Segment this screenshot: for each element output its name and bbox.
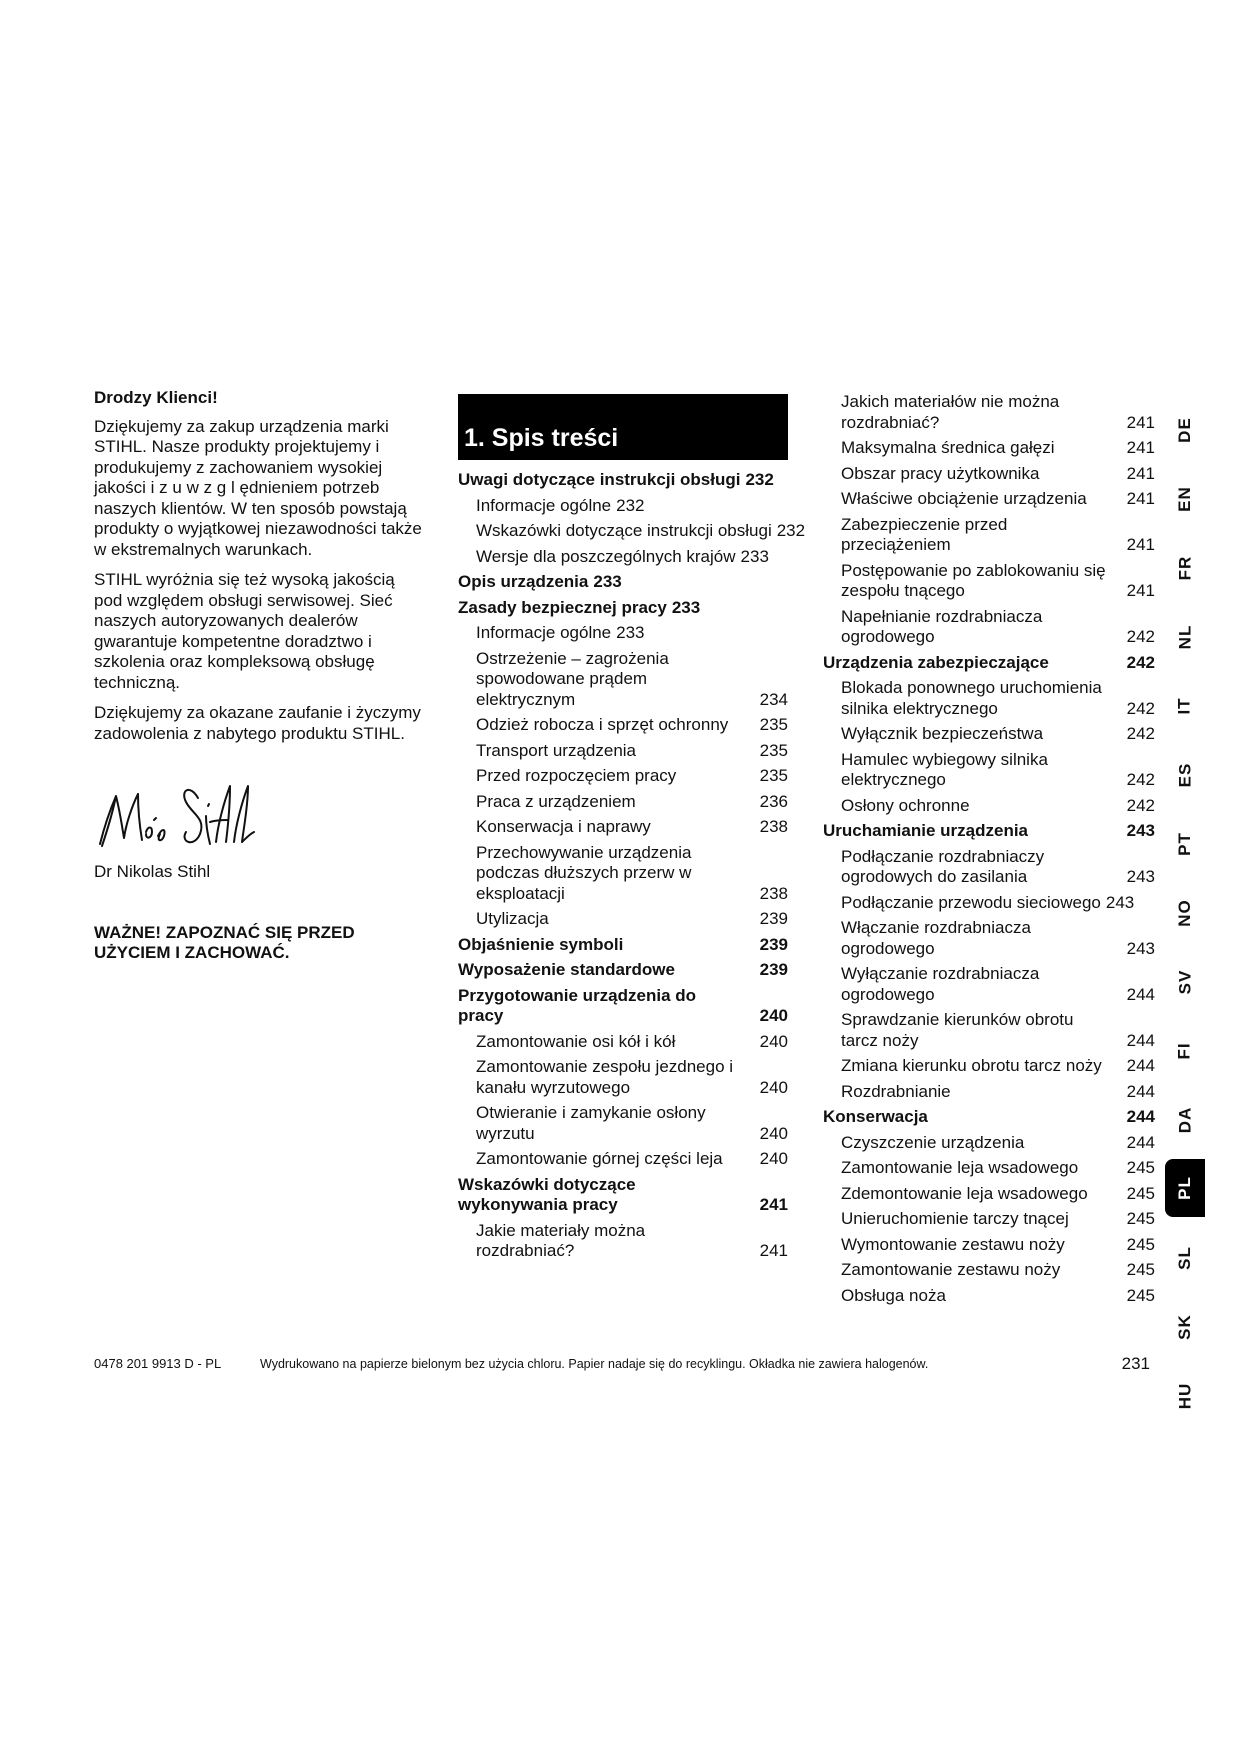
toc-section-entry — [458, 960, 788, 981]
toc-entry-title: Otwieranie i zamykanie osłony wyrzutu — [476, 1103, 706, 1143]
toc-column-1 — [458, 470, 806, 1267]
toc-subsection-entry — [458, 623, 788, 644]
language-tab-label: DA — [1175, 1106, 1194, 1133]
language-tab-sv — [1165, 947, 1205, 1016]
toc-entry-title: Zmiana kierunku obrotu tarcz noży — [841, 1056, 1102, 1075]
toc-entry-title: Blokada ponownego uruchomienia silnika elektrycznego — [841, 678, 1102, 718]
toc-entry-title: Informacje ogólne — [476, 495, 612, 515]
toc-subsection-entry — [458, 496, 788, 517]
toc-entry-page: 244 — [1126, 1107, 1155, 1126]
intro-column — [94, 388, 424, 974]
toc-entry-page: 235 — [759, 740, 788, 760]
toc-subsection-entry — [823, 561, 1155, 602]
toc-subsection-entry — [823, 392, 1155, 433]
language-tab-label: SL — [1174, 1245, 1194, 1270]
toc-entry-page: 238 — [759, 817, 788, 836]
toc-heading: 1. Spis treści — [458, 394, 788, 460]
toc-subsection-entry — [458, 1057, 788, 1098]
toc-entry-title: Wersje dla poszczególnych krajów — [476, 546, 736, 566]
toc-section-entry — [458, 935, 788, 956]
language-tab-nl — [1165, 602, 1205, 671]
toc-column-2 — [823, 392, 1155, 1311]
toc-entry-title: Zasady bezpiecznej pracy — [458, 597, 667, 617]
toc-entry-page: 241 — [1126, 489, 1155, 508]
language-tab-de — [1165, 395, 1205, 464]
toc-subsection-entry — [458, 547, 788, 568]
toc-subsection-entry — [458, 649, 788, 711]
toc-entry-page: 243 — [1126, 867, 1155, 886]
language-tab-label: EN — [1175, 485, 1194, 512]
toc-subsection-entry — [823, 678, 1155, 719]
toc-entry-page: 240 — [759, 1149, 788, 1168]
toc-subsection-entry — [823, 1158, 1155, 1179]
language-tab-label: NL — [1174, 624, 1194, 649]
toc-section-entry — [458, 470, 788, 491]
toc-entry-title: Właściwe obciążenie urządzenia — [841, 489, 1087, 508]
toc-entry-page: 238 — [759, 883, 788, 903]
toc-subsection-entry — [458, 1221, 788, 1262]
toc-subsection-entry — [823, 464, 1155, 485]
toc-subsection-entry — [823, 489, 1155, 510]
toc-entry-title: Hamulec wybiegowy silnika elektrycznego — [841, 749, 1048, 789]
language-tab-pl — [1165, 1159, 1205, 1217]
toc-entry-page: 245 — [1126, 1260, 1155, 1279]
toc-entry-title: Postępowanie po zablokowaniu się zespołu tnącego — [841, 560, 1106, 600]
toc-subsection-entry — [823, 847, 1155, 888]
toc-entry-page: 244 — [1126, 1132, 1155, 1152]
toc-entry-page: 244 — [1126, 1081, 1155, 1101]
language-tab-it — [1165, 671, 1205, 740]
toc-entry-page: 243 — [1126, 821, 1155, 840]
language-tab-label: HU — [1175, 1382, 1194, 1409]
toc-entry-page: 232 — [616, 495, 645, 515]
toc-entry-title: Przygotowanie urządzenia do pracy — [458, 985, 697, 1025]
toc-entry-page: 236 — [759, 791, 788, 811]
toc-entry-title: Rozdrabnianie — [841, 1081, 951, 1101]
toc-entry-title: Zdemontowanie leja wsadowego — [841, 1183, 1088, 1203]
toc-entry-title: Zamontowanie osi kół i kół — [476, 1031, 676, 1051]
toc-entry-title: Transport urządzenia — [476, 740, 637, 760]
toc-entry-title: Wyłączanie rozdrabniacza ogrodowego — [841, 964, 1040, 1004]
toc-entry-page: 242 — [1126, 698, 1155, 718]
print-note: Wydrukowano na papierze bielonym bez użycia chloru. Papier nadaje się do recyklingu. Okładka nie zawiera halogenów. — [260, 1357, 929, 1371]
toc-entry-title: Osłony ochronne — [841, 795, 970, 815]
toc-entry-page: 244 — [1126, 1030, 1155, 1050]
toc-entry-title: Przed rozpoczęciem pracy — [476, 766, 677, 785]
language-tabs — [1165, 395, 1205, 1430]
toc-entry-title: Objaśnienie symboli — [458, 934, 624, 954]
language-tab-label: SK — [1175, 1313, 1194, 1340]
intro-paragraph: Dziękujemy za zakup urządzenia marki STIHL. Nasze produkty projektujemy i produkujemy z zachowaniem wysokiej jakości i z u w z g l ędnieniem potrzeb naszych klientów. W ten sposób powstają produkty o wyjątkowej niezawodności także w ekstremalnych warunkach. — [94, 416, 422, 559]
greeting: Drodzy Klienci! — [94, 388, 218, 407]
toc-entry-page: 232 — [745, 470, 774, 489]
toc-entry-title: Obsługa noża — [841, 1285, 946, 1305]
toc-entry-title: Odzież robocza i sprzęt ochronny — [476, 715, 729, 734]
language-tab-da — [1165, 1085, 1205, 1154]
toc-subsection-entry — [823, 1209, 1155, 1230]
toc-subsection-entry — [458, 766, 788, 787]
toc-entry-page: 242 — [1126, 627, 1155, 646]
toc-entry-title: Jakich materiałów nie można rozdrabniać? — [841, 392, 1060, 432]
toc-subsection-entry — [823, 796, 1155, 817]
toc-entry-title: Wymontowanie zestawu noży — [841, 1234, 1065, 1254]
toc-entry-page: 235 — [759, 766, 788, 785]
language-tab-sk — [1165, 1292, 1205, 1361]
toc-entry-page: 233 — [593, 572, 622, 591]
toc-entry-title: Podłączanie przewodu sieciowego — [841, 892, 1101, 912]
toc-section-entry — [823, 821, 1155, 842]
toc-entry-page: 245 — [1126, 1234, 1155, 1254]
toc-entry-page: 241 — [1126, 581, 1155, 600]
language-tab-label: SV — [1175, 969, 1194, 994]
toc-entry-page: 242 — [1126, 795, 1155, 815]
toc-entry-title: Konserwacja i naprawy — [476, 817, 651, 836]
toc-entry-title: Unieruchomienie tarczy tnącej — [841, 1209, 1069, 1228]
toc-entry-title: Wyłącznik bezpieczeństwa — [841, 724, 1044, 743]
toc-entry-page: 244 — [1126, 984, 1155, 1004]
toc-section-entry — [458, 1175, 788, 1216]
toc-entry-page: 240 — [759, 1123, 788, 1143]
language-tab-label: NO — [1175, 898, 1194, 927]
toc-entry-page: 243 — [1105, 892, 1135, 912]
toc-entry-page: 240 — [759, 1006, 788, 1025]
toc-subsection-entry — [458, 741, 788, 762]
signature-image — [94, 776, 264, 856]
toc-subsection-entry — [458, 909, 788, 930]
toc-entry-page: 240 — [759, 1031, 788, 1051]
toc-subsection-entry — [823, 1184, 1155, 1205]
toc-subsection-entry — [823, 918, 1155, 959]
toc-subsection-entry — [823, 724, 1155, 745]
document-code: 0478 201 9913 D - PL — [94, 1356, 222, 1371]
language-tab-label: IT — [1174, 696, 1194, 715]
toc-entry-page: 245 — [1126, 1158, 1155, 1177]
toc-section-entry — [458, 598, 788, 619]
toc-entry-page: 241 — [1126, 463, 1155, 483]
language-tab-label: ES — [1175, 762, 1194, 787]
toc-entry-title: Informacje ogólne — [476, 623, 612, 642]
toc-entry-page: 235 — [759, 715, 788, 734]
language-tab-es — [1165, 740, 1205, 809]
language-tab-label: DE — [1175, 416, 1194, 443]
warning-text: WAŻNE! ZAPOZNAĆ SIĘ PRZED UŻYCIEM I ZACHOWAĆ. — [94, 922, 355, 962]
toc-entry-page: 245 — [1126, 1209, 1155, 1228]
toc-section-entry — [823, 1107, 1155, 1128]
toc-entry-title: Praca z urządzeniem — [476, 791, 636, 811]
toc-entry-title: Napełnianie rozdrabniacza ogrodowego — [841, 606, 1043, 646]
toc-entry-title: Obszar pracy użytkownika — [841, 463, 1040, 483]
toc-entry-title: Uwagi dotyczące instrukcji obsługi — [458, 470, 741, 489]
language-tab-sl — [1165, 1223, 1205, 1292]
toc-entry-title: Ostrzeżenie – zagrożenia spowodowane prądem elektrycznym — [476, 648, 669, 709]
toc-entry-page: 233 — [671, 597, 701, 617]
intro-paragraph: STIHL wyróżnia się też wysoką jakością pod względem obsługi serwisowej. Sieć naszych autoryzowanych dealerów gwarantuje kompetentne doradztwo i szkolenia oraz kompleksową obsługę techniczną. — [94, 570, 395, 692]
toc-entry-title: Sprawdzanie kierunków obrotu tarcz noży — [841, 1010, 1074, 1050]
toc-entry-title: Podłączanie rozdrabniaczy ogrodowych do zasilania — [841, 846, 1045, 886]
toc-subsection-entry — [823, 1260, 1155, 1281]
language-tab-label: PL — [1174, 1176, 1194, 1200]
toc-entry-title: Czyszczenie urządzenia — [841, 1132, 1025, 1152]
toc-entry-page: 241 — [1126, 535, 1155, 554]
toc-section-entry — [458, 572, 788, 593]
footer — [94, 1356, 1150, 1376]
language-tab-hu — [1165, 1361, 1205, 1430]
toc-entry-page: 245 — [1126, 1183, 1155, 1203]
toc-entry-title: Włączanie rozdrabniacza ogrodowego — [841, 918, 1031, 958]
toc-subsection-entry — [458, 521, 806, 542]
toc-subsection-entry — [458, 817, 788, 838]
toc-subsection-entry — [823, 1235, 1155, 1256]
toc-subsection-entry — [823, 750, 1155, 791]
language-tab-fi — [1165, 1016, 1205, 1085]
toc-entry-title: Urządzenia zabezpieczające — [823, 652, 1049, 672]
language-tab-label: FR — [1174, 555, 1194, 580]
toc-subsection-entry — [823, 1133, 1155, 1154]
toc-entry-title: Zabezpieczenie przed przeciążeniem — [841, 514, 1008, 554]
toc-subsection-entry — [458, 1149, 788, 1170]
toc-subsection-entry — [458, 843, 788, 905]
toc-entry-page: 239 — [759, 934, 788, 954]
toc-entry-title: Zamontowanie leja wsadowego — [841, 1158, 1079, 1177]
toc-entry-page: 245 — [1126, 1285, 1155, 1305]
toc-entry-title: Zamontowanie górnej części leja — [476, 1149, 723, 1168]
toc-entry-page: 241 — [1126, 412, 1155, 432]
toc-subsection-entry — [823, 1082, 1155, 1103]
toc-entry-title: Konserwacja — [823, 1107, 928, 1126]
toc-entry-page: 242 — [1126, 652, 1155, 672]
toc-entry-title: Wskazówki dotyczące instrukcji obsługi — [476, 521, 772, 540]
toc-subsection-entry — [458, 1032, 788, 1053]
intro-paragraph: Dziękujemy za okazane zaufanie i życzymy zadowolenia z nabytego produktu STIHL. — [94, 703, 421, 743]
toc-entry-title: Utylizacja — [476, 909, 549, 928]
toc-entry-title: Wyposażenie standardowe — [458, 960, 675, 979]
toc-section-entry — [458, 986, 788, 1027]
language-tab-no — [1165, 878, 1205, 947]
toc-entry-page: 243 — [1126, 938, 1155, 958]
toc-subsection-entry — [823, 515, 1155, 556]
toc-entry-page: 232 — [776, 521, 806, 540]
language-tab-label: FI — [1174, 1041, 1194, 1060]
toc-subsection-entry — [823, 438, 1155, 459]
toc-entry-page: 244 — [1126, 1056, 1155, 1075]
language-tab-label: PT — [1174, 831, 1194, 856]
toc-entry-title: Maksymalna średnica gałęzi — [841, 438, 1055, 457]
toc-section-entry — [823, 653, 1155, 674]
toc-subsection-entry — [458, 715, 788, 736]
toc-entry-page: 233 — [740, 546, 769, 566]
toc-subsection-entry — [458, 792, 788, 813]
toc-entry-page: 241 — [759, 1195, 788, 1214]
toc-entry-title: Wskazówki dotyczące wykonywania pracy — [458, 1174, 636, 1214]
signature-name: Dr Nikolas Stihl — [94, 862, 211, 881]
toc-entry-title: Przechowywanie urządzenia podczas dłuższych przerw w eksploatacji — [476, 842, 692, 903]
toc-entry-title: Zamontowanie zestawu noży — [841, 1260, 1061, 1279]
toc-entry-page: 239 — [759, 909, 788, 928]
toc-subsection-entry — [823, 964, 1155, 1005]
toc-entry-page: 240 — [759, 1077, 788, 1097]
toc-entry-page: 242 — [1126, 724, 1155, 743]
language-tab-pt — [1165, 809, 1205, 878]
page-number: 231 — [1121, 1354, 1150, 1373]
toc-entry-page: 239 — [759, 960, 788, 979]
toc-subsection-entry — [823, 1056, 1155, 1077]
toc-entry-title: Opis urządzenia — [458, 572, 589, 591]
toc-entry-page: 241 — [759, 1241, 788, 1260]
toc-entry-page: 233 — [616, 623, 645, 642]
toc-subsection-entry — [823, 1010, 1155, 1051]
toc-entry-title: Zamontowanie zespołu jezdnego i kanału wyrzutowego — [476, 1057, 734, 1097]
toc-entry-title: Jakie materiały można rozdrabniać? — [476, 1220, 646, 1260]
toc-entry-page: 241 — [1126, 438, 1155, 457]
toc-subsection-entry — [823, 893, 1155, 914]
toc-subsection-entry — [823, 1286, 1155, 1307]
toc-subsection-entry — [823, 607, 1155, 648]
language-tab-en — [1165, 464, 1205, 533]
toc-entry-page: 242 — [1126, 770, 1155, 789]
language-tab-fr — [1165, 533, 1205, 602]
toc-entry-page: 234 — [759, 689, 788, 709]
toc-subsection-entry — [458, 1103, 788, 1144]
toc-entry-title: Uruchamianie urządzenia — [823, 821, 1029, 840]
